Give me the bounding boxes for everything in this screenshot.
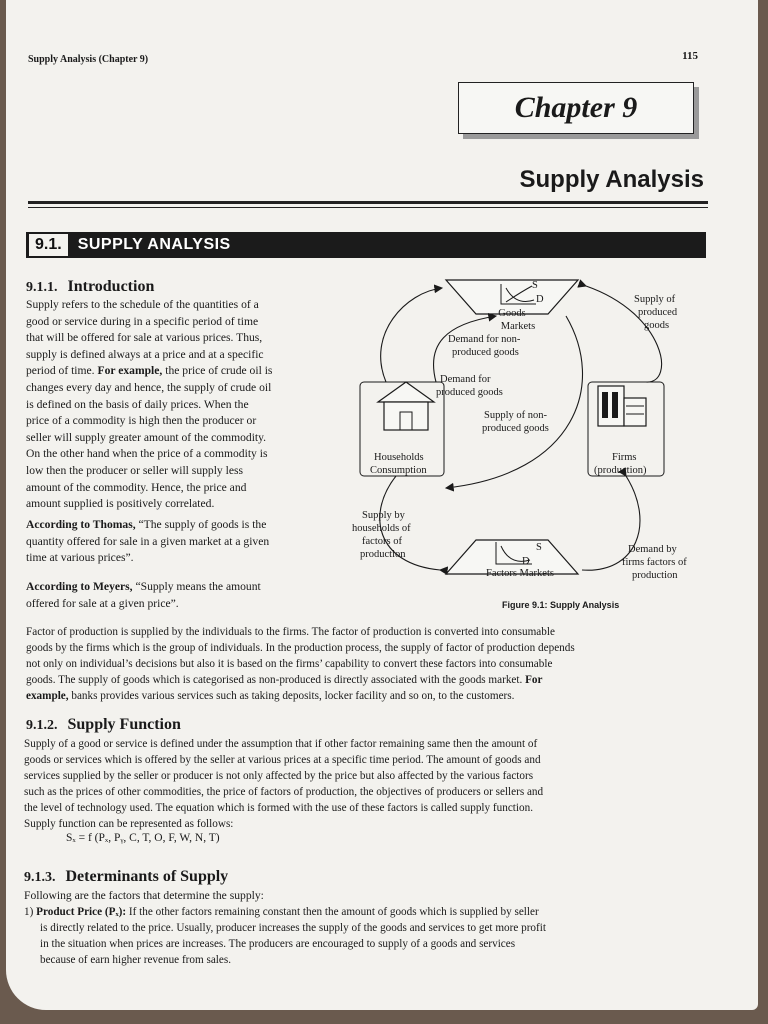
firms-label-2: (production) [594, 465, 647, 476]
supply-function-heading [26, 716, 181, 734]
emphasis-text: Product Price (Pₓ): [36, 906, 127, 918]
text-line: in the situation when prices are increases. The producers are encouraged to supply of a goods and services [40, 938, 516, 950]
determinants-intro: Following are the factors that determine the supply: [24, 889, 264, 902]
label-line: produced goods [482, 423, 549, 434]
text-line: time at various prices”. [26, 551, 134, 565]
book-page [6, 0, 758, 1010]
label-line: factors of [362, 536, 402, 547]
text-line: amount supplied is positively correlated. [26, 497, 215, 511]
label-line: Supply by [362, 510, 405, 521]
figure-caption: Figure 9.1: Supply Analysis [502, 600, 620, 610]
divider-rule-thin [28, 207, 708, 208]
factory-icon [598, 386, 646, 426]
households-label: Households [374, 452, 424, 463]
arrow-demand-produced [381, 288, 442, 382]
text-line: price of a commodity is high then the producer or [26, 414, 257, 428]
supply-function-equation: Sₓ = f (Pₓ, Pᵧ, C, T, O, F, W, N, T) [66, 832, 220, 844]
text-line: such as the prices of other commodities, the price of factors of production, the objectives of producers or sellers and [24, 786, 544, 798]
chapter-title: Chapter 9 [514, 91, 638, 124]
divider-rule [28, 201, 708, 204]
text-line: amount of the commodity. Hence, the price and [26, 480, 247, 494]
households-label-2: Consumption [370, 465, 427, 476]
label-line: goods [644, 320, 670, 331]
factors-markets-label: Factors Markets [486, 568, 554, 579]
firms-label: Firms [612, 452, 637, 463]
determinant-product-price [24, 904, 716, 968]
intro-number: 9.1.1. [26, 280, 58, 295]
label-line: Supply of non- [484, 410, 547, 421]
text-line: the level of technology used. The equation which is formed with the use of these factors is called supply function. [24, 802, 534, 814]
text-line: goods or services which is offered by the seller at various prices at a specific time period. The amount of goods and [24, 754, 541, 766]
text-line: goods by the firms which is the group of individuals. In the production process, the supply of factor of production depends [26, 642, 575, 654]
list-marker: 1) [24, 906, 34, 918]
supply-analysis-diagram [336, 274, 730, 594]
thomas-quote [26, 517, 332, 567]
chapter-subtitle: Supply Analysis [519, 166, 704, 193]
label-line: households of [352, 523, 411, 534]
intro-paragraph [26, 297, 332, 513]
text-line: changes every day and hence, the supply of crude oil [26, 380, 272, 394]
emphasis-text: According to Meyers, [26, 580, 133, 593]
factors-curve-label-d: D [522, 556, 530, 567]
text-line: not only on individual’s decisions but also it is based on the firms’ capability to convert these factors into consumable [26, 658, 553, 670]
text-run: “The supply of goods is the [138, 518, 267, 531]
label-line: produced [638, 307, 678, 318]
label-line: production [632, 570, 678, 581]
text-run: the price of crude oil is [165, 364, 273, 378]
chapter-box [458, 82, 694, 134]
text-run: goods. The supply of goods which is categorised as non-produced is directly associated with the goods market. [26, 674, 523, 686]
text-line: Factor of production is supplied by the individuals to the firms. The factor of production is converted into consumable [26, 626, 555, 638]
supply-function-title: Supply Function [67, 716, 181, 733]
text-line: Supply function can be represented as follows: [24, 818, 234, 830]
running-head: Supply Analysis (Chapter 9) [28, 54, 149, 65]
text-line: is directly related to the price. Usually, producer increases the supply of the goods and services to get more profit [40, 922, 546, 934]
page-number: 115 [682, 50, 698, 62]
text-line: services supplied by the seller or producer is not only affected by the price but also affected by the various factors [24, 770, 534, 782]
factors-curve-label-s: S [536, 542, 542, 553]
intro-heading [26, 278, 154, 296]
curve-label-s: S [532, 280, 538, 291]
intro-title: Introduction [67, 278, 155, 295]
text-line: Supply of a good or service is defined under the assumption that if other factor remaining same then the amount of [24, 738, 538, 750]
label-line: production [360, 549, 406, 560]
label-demand-firms [622, 544, 689, 581]
text-run: banks provides various services such as taking deposits, locker facility and so on, to the customers. [71, 690, 515, 702]
meyers-quote [26, 579, 336, 612]
section-title: SUPPLY ANALYSIS [77, 236, 231, 253]
supply-function-number: 9.1.2. [26, 718, 58, 733]
text-line: quantity offered for sale in a given market at a given [26, 534, 270, 548]
text-line [26, 672, 714, 688]
section-heading-bar [26, 232, 706, 258]
emphasis-text: For [525, 674, 543, 686]
text-line: good or service during in a specific period of time [26, 314, 259, 328]
text-run: “Supply means the amount [135, 580, 261, 593]
goods-markets-label-2: Markets [500, 321, 536, 332]
determinants-number: 9.1.3. [24, 870, 56, 885]
text-line [26, 688, 714, 704]
section-number: 9.1. [29, 234, 68, 256]
text-line: offered for sale at a given price”. [26, 596, 179, 610]
label-line: Demand for non- [448, 334, 521, 345]
label-demand-non-produced [448, 334, 523, 358]
label-supply-produced [634, 294, 680, 331]
determinants-title: Determinants of Supply [65, 868, 229, 885]
goods-markets-label: Goods [498, 308, 526, 319]
label-line: Demand for [440, 374, 491, 385]
text-line: Supply refers to the schedule of the quantities of a [26, 298, 259, 311]
supply-function-paragraph [24, 736, 716, 832]
text-run: period of time. [26, 364, 95, 378]
text-run: If the other factors remaining constant then the amount of goods which is supplied by seller [128, 906, 539, 918]
text-line: supply is defined always at a price and at a specific [26, 347, 264, 361]
text-line: that will be offered for sale at various prices. Thus, [26, 331, 263, 345]
label-line: Supply of [634, 294, 676, 305]
emphasis-text: According to Thomas, [26, 518, 136, 531]
label-supply-non-produced [482, 410, 550, 434]
factor-paragraph [26, 624, 714, 704]
text-line: On the other hand when the price of a commodity is [26, 447, 268, 461]
emphasis-text: For example, [97, 364, 163, 378]
label-line: produced goods [436, 387, 503, 398]
text-line [26, 579, 336, 596]
determinants-heading [24, 868, 228, 886]
label-line: produced goods [452, 347, 519, 358]
label-demand-produced [436, 374, 503, 398]
curve-label-d: D [536, 294, 544, 305]
label-line: Demand by [628, 544, 677, 555]
text-line: is defined on the basis of daily prices. When the [26, 397, 249, 411]
text-line [24, 904, 716, 920]
text-line [26, 363, 332, 380]
text-line: seller will supply greater amount of the commodity. [26, 430, 267, 444]
house-icon [378, 382, 434, 430]
label-line: firms factors of [622, 557, 687, 568]
text-line: low then the producer or seller will supply less [26, 463, 244, 477]
text-line [26, 517, 332, 534]
emphasis-text: example, [26, 690, 69, 702]
text-line: because of earn higher revenue from sales. [40, 954, 232, 966]
